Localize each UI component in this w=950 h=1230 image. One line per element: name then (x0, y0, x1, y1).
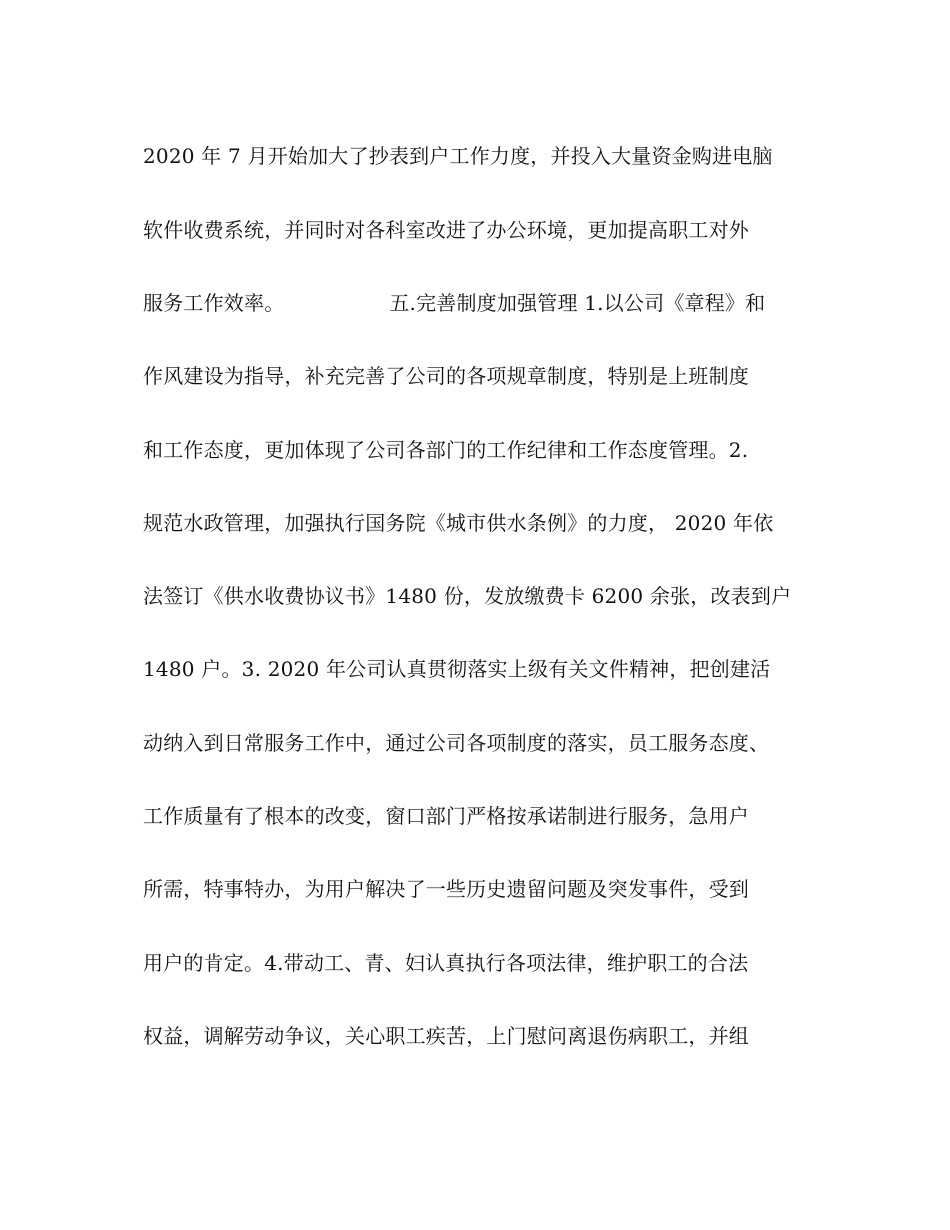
text-line: 服务工作效率。 五.完善制度加强管理 1.以公司《章程》和 (143, 291, 766, 315)
text-line: 工作质量有了根本的改变，窗口部门严格按承诺制进行服务，急用户 (143, 804, 749, 828)
text-line: 1480 户。3. 2020 年公司认真贯彻落实上级有关文件精神，把创建活 (143, 657, 771, 681)
text-line: 用户的肯定。4.带动工、青、妇认真执行各项法律，维护职工的合法 (143, 951, 749, 975)
text-line: 作风建设为指导，补充完善了公司的各项规章制度，特别是上班制度 (143, 364, 749, 388)
text-line: 和工作态度，更加体现了公司各部门的工作纪律和工作态度管理。2. (143, 438, 749, 462)
text-line: 动纳入到日常服务工作中，通过公司各项制度的落实，员工服务态度、 (143, 731, 770, 755)
text-line: 2020 年 7 月开始加大了抄表到户工作力度，并投入大量资金购进电脑 (143, 144, 773, 168)
text-line: 所需，特事特办，为用户解决了一些历史遗留问题及突发事件，受到 (143, 877, 749, 901)
text-line: 权益，调解劳动争议，关心职工疾苦，上门慰问离退伤病职工，并组 (143, 1024, 749, 1048)
text-line: 规范水政管理，加强执行国务院《城市供水条例》的力度， 2020 年依 (143, 511, 774, 535)
text-line: 法签订《供水收费协议书》1480 份，发放缴费卡 6200 余张，改表到户 (143, 584, 792, 608)
text-line: 软件收费系统，并同时对各科室改进了办公环境，更加提高职工对外 (143, 218, 749, 242)
